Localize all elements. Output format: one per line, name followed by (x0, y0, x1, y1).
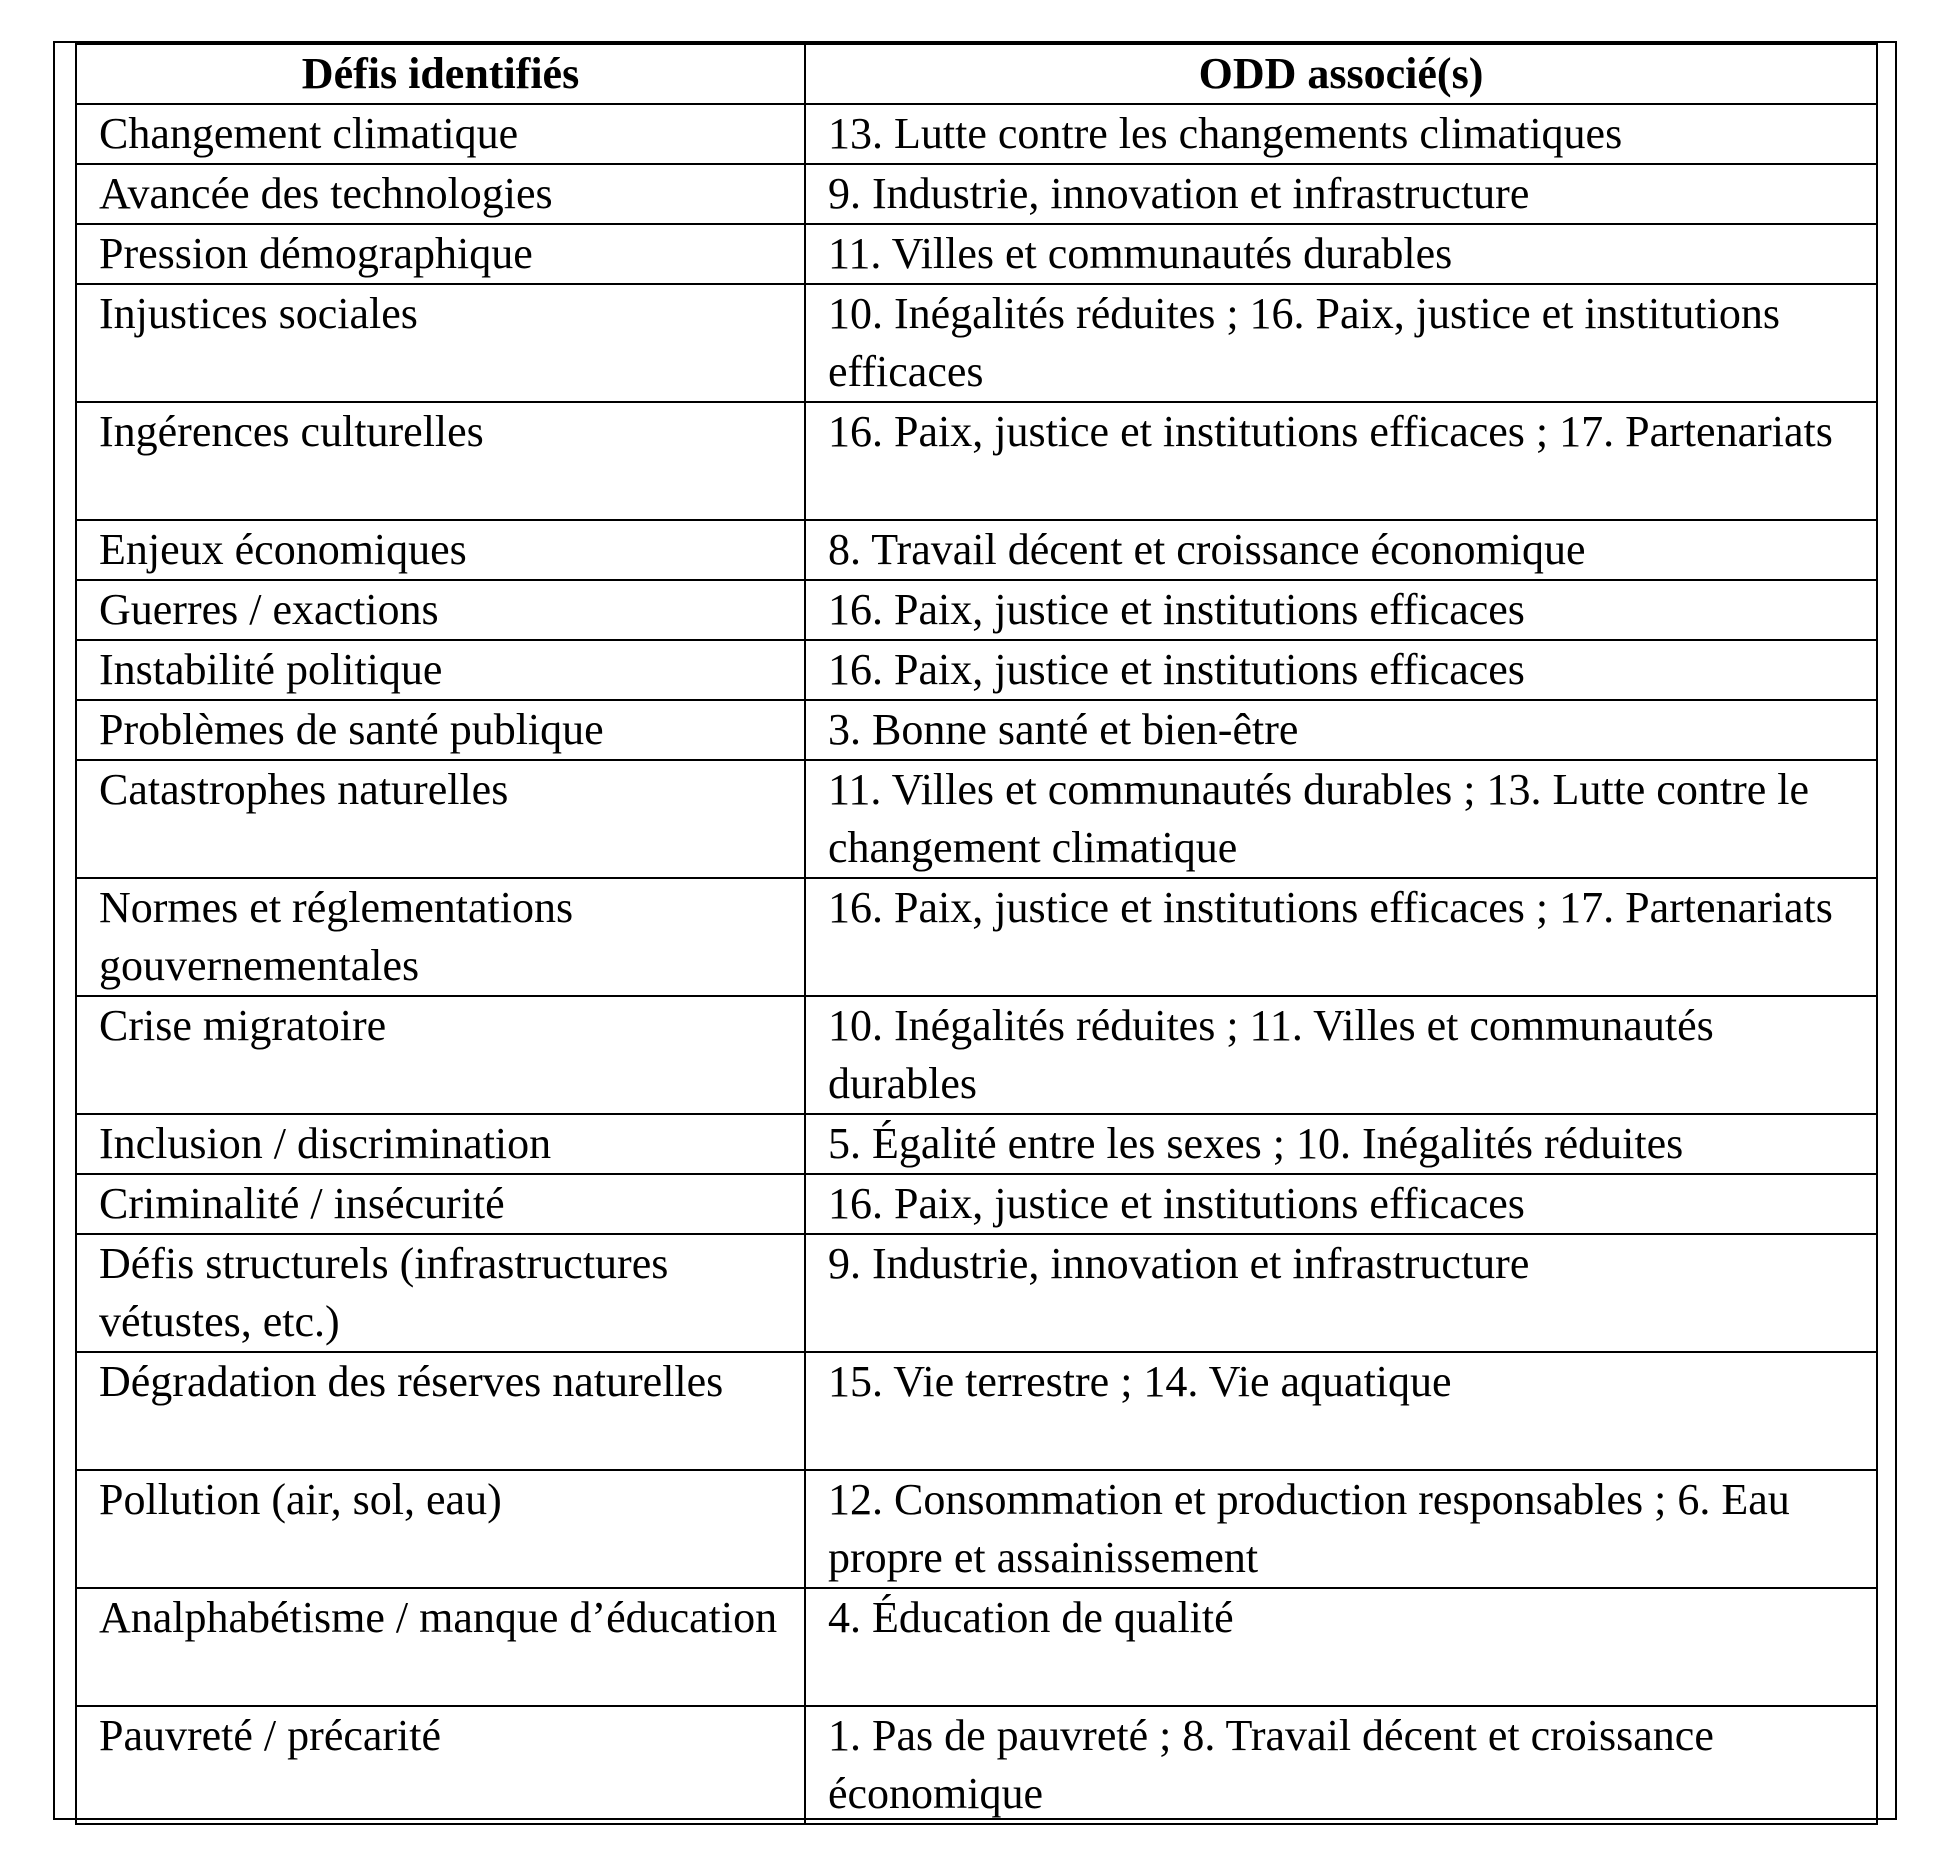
challenge-cell: Pression démographique (76, 224, 805, 284)
table-header-row (76, 44, 1877, 104)
table-row (76, 996, 1877, 1114)
table-row (76, 878, 1877, 996)
sdg-cell: 15. Vie terrestre ; 14. Vie aquatique (805, 1352, 1877, 1470)
sdg-cell: 9. Industrie, innovation et infrastructure (805, 1234, 1877, 1352)
challenge-cell: Avancée des technologies (76, 164, 805, 224)
challenge-cell: Enjeux économiques (76, 520, 805, 580)
challenge-cell: Pollution (air, sol, eau) (76, 1470, 805, 1588)
sdg-cell: 5. Égalité entre les sexes ; 10. Inégalités réduites (805, 1114, 1877, 1174)
table-row (76, 1706, 1877, 1824)
challenge-cell: Guerres / exactions (76, 580, 805, 640)
challenge-cell: Inclusion / discrimination (76, 1114, 805, 1174)
challenge-cell: Crise migratoire (76, 996, 805, 1114)
table-row (76, 1470, 1877, 1588)
challenge-cell: Pauvreté / précarité (76, 1706, 805, 1824)
challenge-cell: Analphabétisme / manque d’éducation (76, 1588, 805, 1706)
sdg-cell: 3. Bonne santé et bien-être (805, 700, 1877, 760)
sdg-cell: 10. Inégalités réduites ; 11. Villes et communautés durables (805, 996, 1877, 1114)
sdg-cell: 11. Villes et communautés durables (805, 224, 1877, 284)
column-header-challenges: Défis identifiés (76, 44, 805, 104)
table-row (76, 1114, 1877, 1174)
challenges-sdg-table (75, 43, 1878, 1825)
sdg-cell: 16. Paix, justice et institutions efficaces (805, 1174, 1877, 1234)
sdg-cell: 11. Villes et communautés durables ; 13. Lutte contre le changement climatique (805, 760, 1877, 878)
sdg-cell: 16. Paix, justice et institutions efficaces ; 17. Partenariats (805, 402, 1877, 520)
challenge-cell: Dégradation des réserves naturelles (76, 1352, 805, 1470)
sdg-cell: 16. Paix, justice et institutions efficaces (805, 580, 1877, 640)
challenge-cell: Instabilité politique (76, 640, 805, 700)
sdg-cell: 1. Pas de pauvreté ; 8. Travail décent et croissance économique (805, 1706, 1877, 1824)
table-row (76, 402, 1877, 520)
table-row (76, 520, 1877, 580)
sdg-cell: 4. Éducation de qualité (805, 1588, 1877, 1706)
table-row (76, 700, 1877, 760)
sdg-cell: 12. Consommation et production responsables ; 6. Eau propre et assainissement (805, 1470, 1877, 1588)
sdg-cell: 16. Paix, justice et institutions efficaces (805, 640, 1877, 700)
challenge-cell: Criminalité / insécurité (76, 1174, 805, 1234)
sdg-cell: 13. Lutte contre les changements climatiques (805, 104, 1877, 164)
sdg-cell: 8. Travail décent et croissance économique (805, 520, 1877, 580)
sdg-cell: 16. Paix, justice et institutions efficaces ; 17. Partenariats (805, 878, 1877, 996)
challenge-cell: Changement climatique (76, 104, 805, 164)
table-row (76, 164, 1877, 224)
challenge-cell: Ingérences culturelles (76, 402, 805, 520)
table-row (76, 284, 1877, 402)
table-row (76, 1234, 1877, 1352)
table-row (76, 104, 1877, 164)
challenge-cell: Problèmes de santé publique (76, 700, 805, 760)
sdg-cell: 10. Inégalités réduites ; 16. Paix, justice et institutions efficaces (805, 284, 1877, 402)
table-row (76, 1352, 1877, 1470)
table-row (76, 224, 1877, 284)
table-row (76, 760, 1877, 878)
challenge-cell: Injustices sociales (76, 284, 805, 402)
challenge-cell: Normes et réglementations gouvernementales (76, 878, 805, 996)
sdg-cell: 9. Industrie, innovation et infrastructure (805, 164, 1877, 224)
table-row (76, 580, 1877, 640)
challenge-cell: Catastrophes naturelles (76, 760, 805, 878)
column-header-sdg: ODD associé(s) (805, 44, 1877, 104)
challenge-cell: Défis structurels (infrastructures vétustes, etc.) (76, 1234, 805, 1352)
table-row (76, 640, 1877, 700)
table-row (76, 1174, 1877, 1234)
table-row (76, 1588, 1877, 1706)
